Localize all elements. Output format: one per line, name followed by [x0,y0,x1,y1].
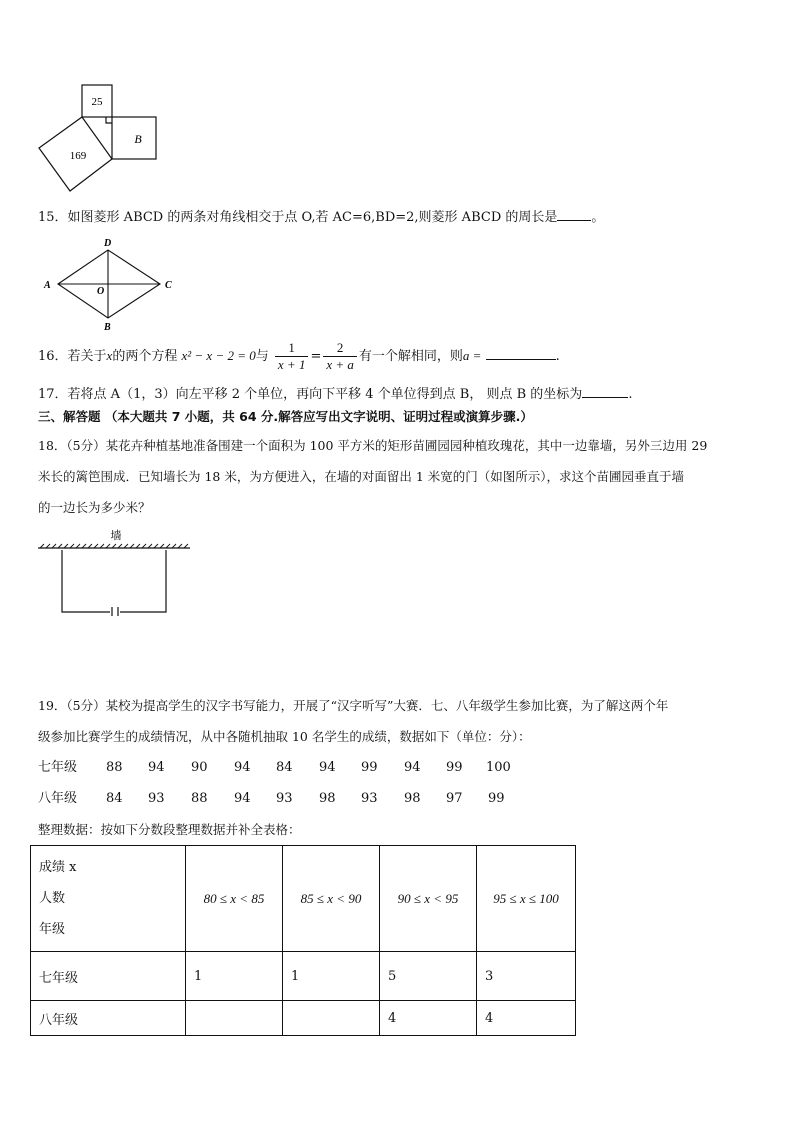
fraction-1-denominator: x + 1 [277,357,306,372]
organize-instruction: 整理数据：按如下分数段整理数据并补全表格： [38,822,301,837]
answer-blank-16[interactable] [486,345,556,360]
header-count: 人数 [39,891,66,906]
cell-grade8-90-95: 4 [380,1001,477,1036]
question-18-line-1: 18．（5分）某花卉种植基地准备围建一个面积为 100 平方米的矩形苗圃园园种植玫瑰花，其中一边靠墙，另外三边用 29 [38,438,708,453]
grade7-score: 90 [191,760,208,775]
grade7-score: 84 [276,760,293,775]
question-16 [38,338,560,375]
question-17 [38,383,632,404]
grade8-score: 93 [276,791,293,806]
figure-squares [36,82,166,194]
table-row [31,1001,576,1036]
question-16-var: x [106,348,113,363]
grade7-score: 88 [106,760,123,775]
question-16-with: 与 [255,349,269,364]
question-15-text: 15．如图菱形 ABCD 的两条对角线相交于点 O,若 AC=6,BD=2,则菱形 ABCD 的周长是 [38,210,558,225]
grade8-score: 93 [148,791,165,806]
right-angle-mark [106,117,112,123]
fraction-2 [323,340,357,373]
vertex-b: B [104,322,111,333]
figure-rhombus [40,236,180,334]
score-table [30,845,576,1036]
table-row [31,952,576,1001]
fraction-2-denominator: x + a [326,357,354,372]
grade7-label: 七年级 [38,760,78,775]
section-3-note: （本大题共 7 小题，共 64 分.解答应写出文字说明、证明过程或演算步骤.） [104,409,533,424]
label-169: 169 [69,150,87,162]
grade8-score: 84 [106,791,123,806]
grade7-score: 94 [319,760,336,775]
header-score-x: 成绩 x [39,860,77,875]
fraction-1-numerator: 1 [275,340,309,357]
row-label-grade8: 八年级 [31,1001,186,1036]
grade8-score: 98 [319,791,336,806]
table-header-corner [31,846,186,952]
grade8-score: 88 [191,791,208,806]
header-grade: 年级 [39,922,66,937]
row-label-grade7: 七年级 [31,952,186,1001]
section-3-heading [38,408,533,426]
cell-grade8-80-85[interactable] [186,1001,283,1036]
grade8-score: 99 [488,791,505,806]
center-o: O [97,286,105,297]
answer-blank-15[interactable] [557,206,591,221]
answer-blank-17[interactable] [582,383,628,398]
question-15-end: 。 [591,210,605,225]
grade7-score: 94 [148,760,165,775]
question-18-line-2: 米长的篱笆围成．已知墙长为 18 米，为方便进入，在墙的对面留出 1 米宽的门（如图所示），求这个苗圃园垂直于墙 [38,469,685,484]
equation-quadratic: x² − x − 2 = 0 [181,348,256,363]
fraction-1 [275,340,309,373]
grade7-score: 94 [234,760,251,775]
label-25: 25 [91,96,103,108]
question-17-text: 17．若将点 A（1，3）向左平移 2 个单位，再向下平移 4 个单位得到点 B， 则点 B 的坐标为 [38,387,583,402]
range-90-95: 90 ≤ x < 95 [380,846,477,952]
wall-label: 墙 [110,529,122,542]
cell-grade8-85-90[interactable] [283,1001,380,1036]
grade7-score: 99 [361,760,378,775]
question-17-end: . [628,387,633,402]
table-header-row [31,846,576,952]
range-85-90: 85 ≤ x < 90 [283,846,380,952]
vertex-c: C [165,280,172,291]
question-16-prefix: 16．若关于 [38,349,107,364]
section-3-title: 三、解答题 [38,409,101,424]
grade8-score: 98 [404,791,421,806]
cell-grade7-95-100: 3 [477,952,576,1001]
fence-right [120,550,166,612]
question-16-end: . [555,349,560,364]
grade7-score: 100 [486,760,511,775]
vertex-a: A [44,280,51,291]
figure-garden [36,528,196,618]
range-95-100: 95 ≤ x ≤ 100 [477,846,576,952]
label-b: B [134,132,142,146]
grade7-score: 94 [404,760,421,775]
grade8-score: 94 [234,791,251,806]
question-18-line-3: 的一边长为多少米？ [38,500,151,515]
question-16-mid: 的两个方程 [112,349,178,364]
grade8-label: 八年级 [38,791,78,806]
question-16-a-eq: a = [462,348,482,363]
grade8-score: 97 [446,791,463,806]
fraction-2-numerator: 2 [323,340,357,357]
question-15 [38,206,604,227]
cell-grade7-80-85: 1 [186,952,283,1001]
grade7-score: 99 [446,760,463,775]
equals-sign: = [310,349,322,364]
cell-grade7-90-95: 5 [380,952,477,1001]
question-16-suffix: 有一个解相同，则 [358,349,463,364]
question-19-line-1: 19．（5分）某校为提高学生的汉字书写能力，开展了“汉字听写”大赛．七、八年级学生参加比赛，为了解这两个年 [38,698,669,713]
cell-grade8-95-100: 4 [477,1001,576,1036]
cell-grade7-85-90: 1 [283,952,380,1001]
vertex-d: D [104,238,112,249]
range-80-85: 80 ≤ x < 85 [186,846,283,952]
fence-left [62,550,110,612]
question-19-line-2: 级参加比赛学生的成绩情况，从中各随机抽取 10 名学生的成绩，数据如下（单位：分）： [38,729,531,744]
grade8-score: 93 [361,791,378,806]
